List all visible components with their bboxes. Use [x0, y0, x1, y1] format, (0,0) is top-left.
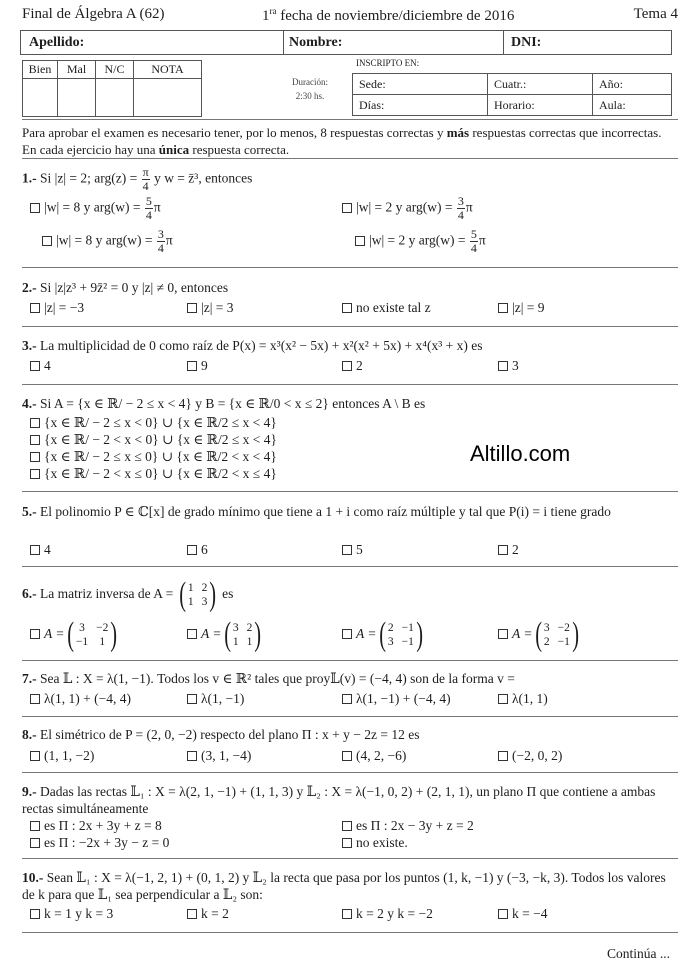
- q4-option-a[interactable]: {x ∈ ℝ/ − 2 ≤ x < 0} ∪ {x ∈ ℝ/2 ≤ x < 4}: [30, 415, 277, 431]
- question-text: Si |z| = 2; arg(z) =: [40, 170, 141, 186]
- q7-option-d[interactable]: λ(1, 1): [498, 691, 548, 707]
- student-fields: [20, 30, 672, 55]
- question-number: 1.-: [22, 170, 37, 186]
- q8-option-a[interactable]: (1, 1, −2): [30, 748, 94, 764]
- fraction: $\frac{\pi}{4}$: [142, 165, 149, 193]
- date-ordinal: 1: [262, 8, 270, 24]
- instructions: [22, 124, 678, 158]
- inscripto-table: [352, 73, 672, 116]
- instr-text: respuestas correctas que incorrectas. En cada ejercicio hay una: [22, 125, 662, 157]
- question-9: [22, 783, 678, 817]
- duration-value: 2:30 hs.: [295, 91, 325, 101]
- course-title: Final de Álgebra A (62): [22, 6, 165, 22]
- date-ordinal-sup: ra: [269, 6, 277, 16]
- score-cell: [58, 79, 96, 117]
- q4-option-d[interactable]: {x ∈ ℝ/ − 2 < x ≤ 0} ∪ {x ∈ ℝ/2 < x ≤ 4}: [30, 466, 277, 482]
- q9-option-d[interactable]: no existe.: [342, 835, 408, 851]
- checkbox[interactable]: [30, 203, 40, 213]
- question-text: Sean 𝕃₁ : X = λ(−1, 2, 1) + (0, 1, 2) y 𝕃₂ la recta que pasa por los puntos (1, k, −1) y (−3, −k, 3). Todos los valores de k para que 𝕃₁ sea perpendicular a 𝕃₂ son:: [22, 870, 666, 902]
- q2-option-a[interactable]: |z| = −3: [30, 300, 84, 316]
- q4-option-c[interactable]: {x ∈ ℝ/ − 2 ≤ x ≤ 0} ∪ {x ∈ ℝ/2 < x < 4}: [30, 449, 277, 465]
- instr-text: respuesta correcta.: [189, 142, 290, 157]
- q9-option-c[interactable]: es Π : −2x + 3y − z = 0: [30, 835, 169, 851]
- question-number: 4.-: [22, 396, 37, 411]
- instr-bold: única: [158, 142, 190, 157]
- duration-label: Duración:: [292, 77, 328, 87]
- q10-option-c[interactable]: k = 2 y k = −2: [342, 906, 433, 922]
- q8-option-c[interactable]: (4, 2, −6): [342, 748, 406, 764]
- question-text: El polinomio P ∈ ℂ[x] de grado mínimo que tiene a 1 + i como raíz múltiple y tal que P(i) = i tiene grado: [40, 504, 611, 519]
- question-number: 10.-: [22, 870, 44, 885]
- q7-option-b[interactable]: λ(1, −1): [187, 691, 244, 707]
- dni-field[interactable]: DNI:: [511, 35, 542, 50]
- question-number: 3.-: [22, 338, 37, 353]
- horario-cell: Horario:: [488, 95, 593, 116]
- score-cell: [96, 79, 134, 117]
- q5-option-d[interactable]: 2: [498, 542, 519, 558]
- q7-option-a[interactable]: λ(1, 1) + (−4, 4): [30, 691, 131, 707]
- question-text: Si A = {x ∈ ℝ/ − 2 ≤ x < 4} y B = {x ∈ ℝ/0 < x ≤ 2} entonces A \ B es: [40, 396, 426, 411]
- question-number: 8.-: [22, 727, 37, 742]
- checkbox[interactable]: [342, 203, 352, 213]
- question-number: 6.-: [22, 586, 37, 602]
- anio-cell: Año:: [593, 74, 672, 95]
- score-table: [22, 60, 202, 117]
- inscripto-title: INSCRIPTO EN:: [356, 58, 420, 68]
- exam-date: [262, 6, 514, 25]
- q10-option-b[interactable]: k = 2: [187, 906, 229, 922]
- watermark: Altillo.com: [470, 441, 571, 466]
- question-number: 2.-: [22, 280, 37, 295]
- question-text: La multiplicidad de 0 como raíz de P(x) = x³(x² − 5x) + x²(x² + 5x) + x⁴(x³ + x) es: [40, 338, 483, 353]
- q3-option-d[interactable]: 3: [498, 358, 519, 374]
- question-3: [22, 338, 483, 354]
- matrix-a: ( 1 2 1 3 ): [178, 576, 217, 613]
- checkbox[interactable]: [42, 236, 52, 246]
- q4-option-b[interactable]: {x ∈ ℝ/ − 2 < x < 0} ∪ {x ∈ ℝ/2 ≤ x < 4}: [30, 432, 277, 448]
- q5-option-c[interactable]: 5: [342, 542, 363, 558]
- score-header-nc: N/C: [96, 61, 134, 79]
- q1-option-b[interactable]: |w| = 2 y arg(w) = $\frac{3}{4}$ π: [342, 195, 473, 222]
- q3-option-b[interactable]: 9: [187, 358, 208, 374]
- question-7: [22, 671, 515, 687]
- q3-option-a[interactable]: 4: [30, 358, 51, 374]
- q5-option-a[interactable]: 4: [30, 542, 51, 558]
- question-6: [22, 576, 234, 613]
- q9-option-b[interactable]: es Π : 2x − 3y + z = 2: [342, 818, 474, 834]
- question-text: El simétrico de P = (2, 0, −2) respecto del plano Π : x + y − 2z = 12 es: [40, 727, 420, 742]
- checkbox[interactable]: [355, 236, 365, 246]
- apellido-field[interactable]: Apellido:: [29, 35, 85, 50]
- score-header-nota: NOTA: [134, 61, 202, 79]
- question-text: Sea 𝕃 : X = λ(1, −1). Todos los v ∈ ℝ² tales que proy𝕃(v) = (−4, 4) son de la forma v =: [40, 671, 515, 686]
- q2-option-c[interactable]: no existe tal z: [342, 300, 431, 316]
- q8-option-d[interactable]: (−2, 0, 2): [498, 748, 562, 764]
- q8-option-b[interactable]: (3, 1, −4): [187, 748, 251, 764]
- q1-option-a[interactable]: |w| = 8 y arg(w) = $\frac{5}{4}$ π: [30, 195, 161, 222]
- q3-option-c[interactable]: 2: [342, 358, 363, 374]
- aula-cell: Aula:: [593, 95, 672, 116]
- question-number: 7.-: [22, 671, 37, 686]
- score-cell: [23, 79, 58, 117]
- q1-option-c[interactable]: |w| = 8 y arg(w) = $\frac{3}{4}$ π: [42, 228, 173, 255]
- q10-option-a[interactable]: k = 1 y k = 3: [30, 906, 113, 922]
- nombre-field[interactable]: Nombre:: [289, 35, 343, 50]
- q6-option-d[interactable]: A = ( 3 −2 2 −1 ): [498, 620, 581, 650]
- q5-option-b[interactable]: 6: [187, 542, 208, 558]
- question-4: [22, 396, 425, 412]
- q9-option-a[interactable]: es Π : 2x + 3y + z = 8: [30, 818, 162, 834]
- cuatr-cell: Cuatr.:: [488, 74, 593, 95]
- question-8: [22, 727, 420, 743]
- score-cell: [134, 79, 202, 117]
- question-text: Dadas las rectas 𝕃₁ : X = λ(2, 1, −1) + (1, 1, 3) y 𝕃₂ : X = λ(−1, 0, 2) + (2, 1, 1), un plano Π que contiene a ambas rectas simultáneamente: [22, 784, 656, 816]
- instr-bold: más: [446, 125, 470, 140]
- question-number: 9.-: [22, 784, 37, 799]
- score-header-mal: Mal: [58, 61, 96, 79]
- q10-option-d[interactable]: k = −4: [498, 906, 547, 922]
- tema: Tema 4: [633, 6, 678, 22]
- q1-option-d[interactable]: |w| = 2 y arg(w) = $\frac{5}{4}$ π: [355, 228, 486, 255]
- q2-option-d[interactable]: |z| = 9: [498, 300, 545, 316]
- question-text: es: [218, 586, 234, 602]
- question-text: La matriz inversa de A =: [40, 586, 177, 602]
- question-text: y w = z̄³, entonces: [150, 170, 253, 186]
- question-number: 5.-: [22, 504, 37, 519]
- question-5: [22, 503, 678, 521]
- dias-cell: Días:: [353, 95, 488, 116]
- q2-option-b[interactable]: |z| = 3: [187, 300, 234, 316]
- continue-note: Continúa ...: [607, 946, 670, 961]
- question-2: [22, 280, 228, 296]
- instr-text: Para aprobar el examen es necesario tener, por lo menos, 8 respuestas correctas y: [22, 125, 447, 140]
- question-1: [22, 166, 252, 193]
- date-text: fecha de noviembre/diciembre de 2016: [276, 8, 515, 24]
- score-header-bien: Bien: [23, 61, 58, 79]
- sede-cell: Sede:: [353, 74, 488, 95]
- q7-option-c[interactable]: λ(1, −1) + (−4, 4): [342, 691, 451, 707]
- question-text: Si |z|z³ + 9z̄² = 0 y |z| ≠ 0, entonces: [40, 280, 229, 295]
- duration: [285, 75, 335, 103]
- q6-option-c[interactable]: A = ( 2 −1 3 −1 ): [342, 620, 425, 650]
- q6-option-a[interactable]: A = ( 3 −2 −1 1 ): [30, 620, 120, 650]
- q6-option-b[interactable]: A = ( 3 2 1 1 ): [187, 620, 264, 650]
- question-10: [22, 869, 678, 903]
